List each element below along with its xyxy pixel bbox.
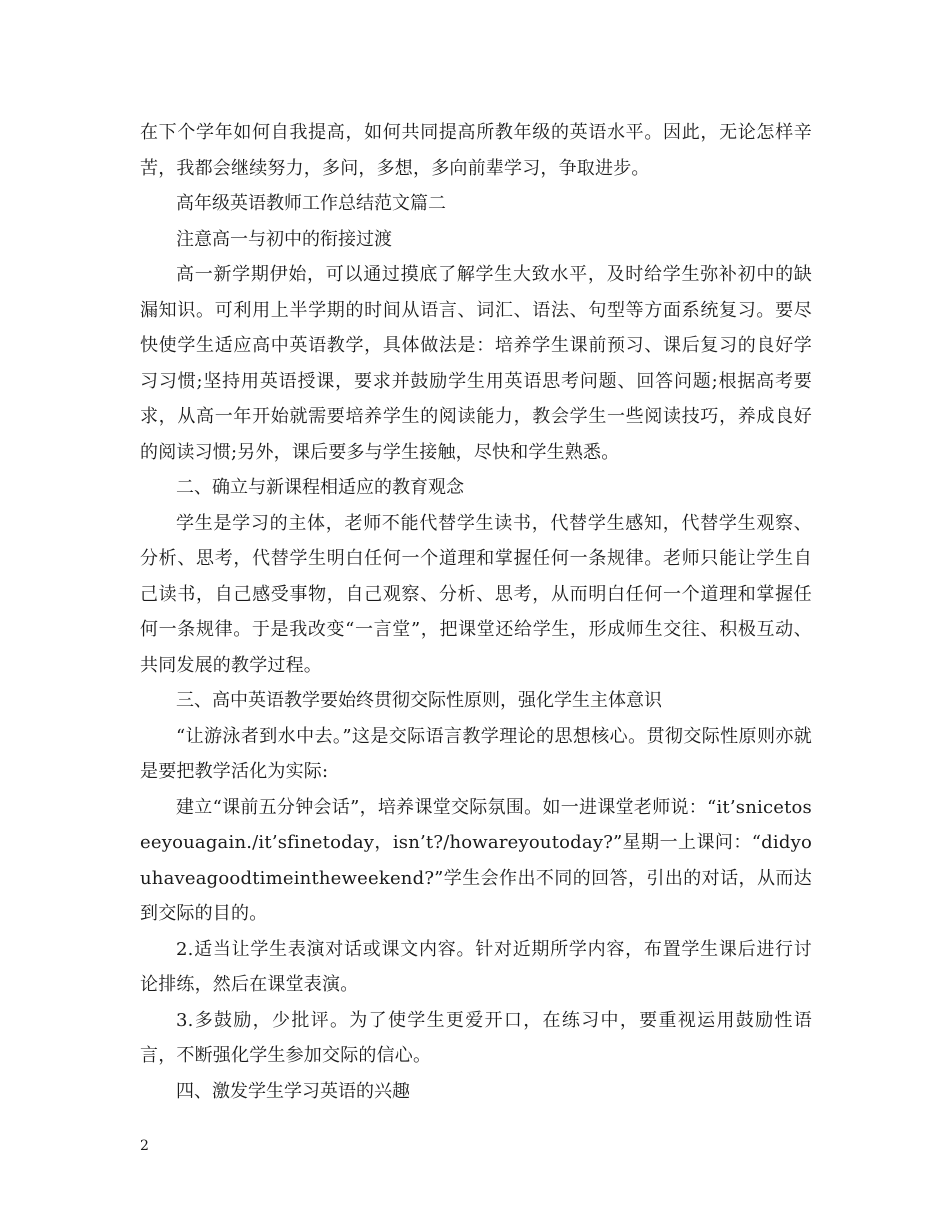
paragraph-performance: 2.适当让学生表演对话或课文内容。针对近期所学内容，布置学生课后进行讨论排练，然后在课堂表演。 [140, 938, 812, 995]
section-heading-2: 二、确立与新课程相适应的教育观念 [176, 477, 464, 498]
paragraph-continuation: 在下个学年如何自我提高，如何共同提高所教年级的英语水平。因此，无论怎样辛苦，我都会继续努力，多问，多想，多向前辈学习，争取进步。 [140, 122, 812, 179]
article-subtitle: 高年级英语教师工作总结范文篇二 [176, 193, 446, 214]
paragraph-encouragement: 3.多鼓励，少批评。为了使学生更爱开口，在练习中，要重视运用鼓励性语言，不断强化学生参加交际的信心。 [140, 1009, 812, 1066]
paragraph-five-minute-talk: 建立“课前五分钟会话”，培养课堂交际氛围。如一进课堂老师说：“it’snicetoseeyouagain./it’sfinetoday，isn’t?/howareyoutoday?”星期一上课问：“didyouhaveagoodtimeintheweekend?”学生会作出不同的回答，引出的对话，从而达到交际的目的。 [140, 796, 812, 924]
paragraph-communicative-principle: “让游泳者到水中去。”这是交际语言教学理论的思想核心。贯彻交际性原则亦就是要把教学活化为实际: [140, 725, 812, 782]
document-body [140, 115, 812, 1109]
page-number: 2 [140, 1138, 149, 1154]
section-heading-4: 四、激发学生学习英语的兴趣 [176, 1080, 410, 1102]
section-heading-transition: 注意高一与初中的衔接过渡 [176, 228, 392, 250]
paragraph-student-subject: 学生是学习的主体，老师不能代替学生读书，代替学生感知，代替学生观察、分析、思考，代替学生明白任何一个道理和掌握任何一条规律。老师只能让学生自己读书，自己感受事物，自己观察、分析、思考，从而明白任何一个道理和掌握任何一条规律。于是我改变“一言堂”，把课堂还给学生，形成师生交往、积极互动、共同发展的教学过程。 [140, 512, 812, 676]
section-heading-3: 三、高中英语教学要始终贯彻交际性原则，强化学生主体意识 [176, 690, 662, 711]
paragraph-transition-body: 高一新学期伊始，可以通过摸底了解学生大致水平，及时给学生弥补初中的缺漏知识。可利用上半学期的时间从语言、词汇、语法、句型等方面系统复习。要尽快使学生适应高中英语教学，具体做法是：培养学生课前预习、课后复习的良好学习习惯;坚持用英语授课，要求并鼓励学生用英语思考问题、回答问题;根据高考要求，从高一年开始就需要培养学生的阅读能力，教会学生一些阅读技巧，养成良好的阅读习惯;另外，课后要多与学生接触，尽快和学生熟悉。 [140, 264, 812, 463]
